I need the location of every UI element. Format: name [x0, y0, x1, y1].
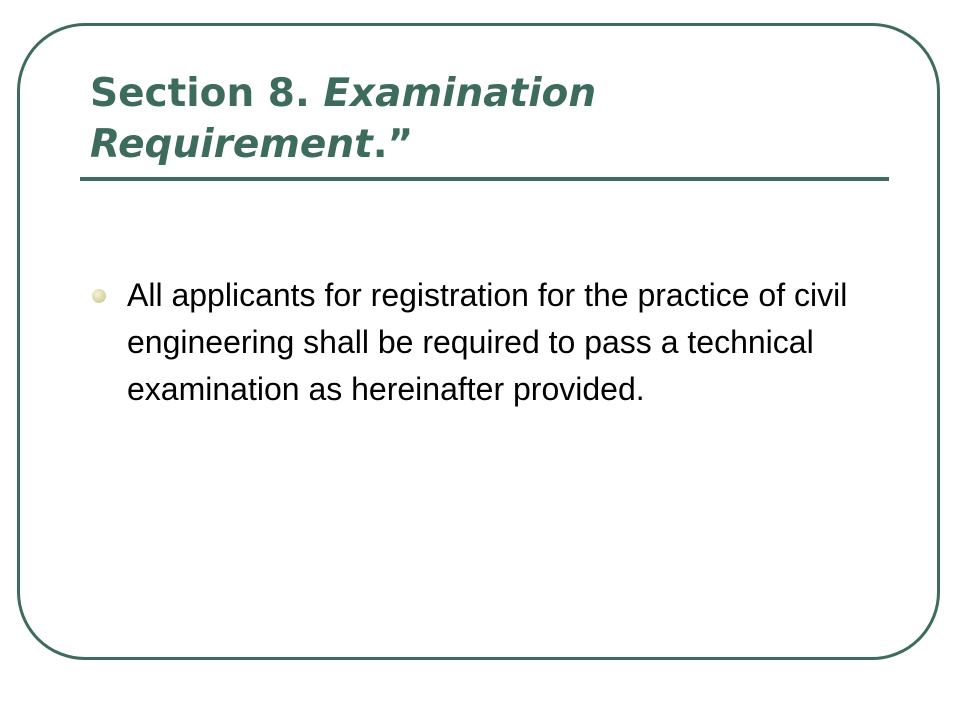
bullet-text: All applicants for registration for the practice of civil engineering shall be required to pass a technical examination as hereinafter provided. [127, 277, 848, 407]
title-suffix: .” [372, 122, 414, 167]
bullet-item [0, 272, 887, 413]
title-prefix: Section 8. [90, 71, 324, 116]
title-italic-text: Examination Requirement [90, 71, 597, 167]
slide-title [90, 68, 880, 170]
bullet-point-icon [92, 289, 106, 303]
bullet-list [0, 272, 960, 413]
title-underline-rule [80, 177, 889, 181]
